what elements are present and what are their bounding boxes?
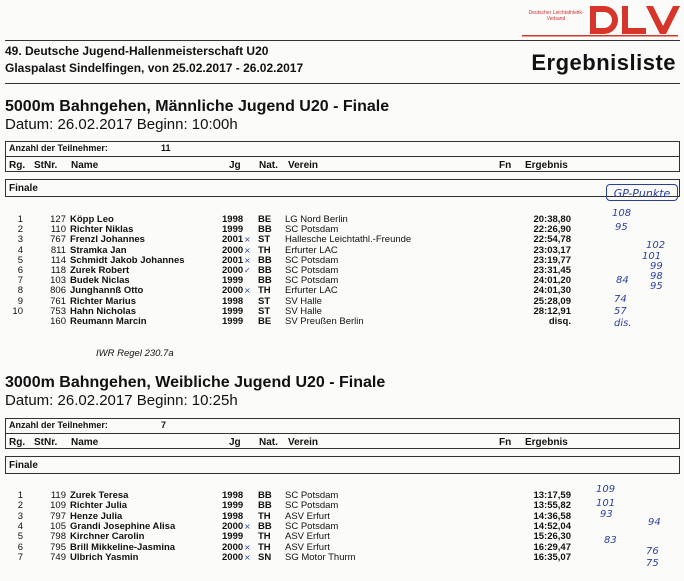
round-label: Finale	[9, 183, 38, 194]
bib-cell: 761	[50, 295, 66, 307]
col-fn: Fn	[499, 160, 512, 171]
header-rule	[5, 83, 680, 84]
result-time: disq.	[548, 316, 571, 327]
club-name: SV Halle	[285, 295, 322, 307]
birth-year: 1999	[222, 500, 244, 512]
athlete-name: Junghannß Otto	[70, 285, 144, 297]
rank-cell: 2	[17, 500, 23, 512]
handwritten-points: 95	[650, 281, 663, 293]
result-time: 22:26,90	[533, 224, 571, 236]
bib-cell: 109	[50, 500, 66, 512]
nation-cell: TH	[258, 541, 271, 553]
athlete-name: Köpp Leo	[70, 214, 114, 225]
birth-year: 2000	[222, 541, 244, 553]
bib-cell: 110	[50, 224, 66, 236]
bib-cell: 795	[50, 541, 66, 553]
rank-cell: 5	[17, 254, 23, 266]
result-time: 14:36,58	[533, 510, 571, 522]
col-bib: StNr.	[34, 160, 58, 171]
result-time: 23:03,17	[533, 244, 571, 256]
club-name: SC Potsdam	[285, 224, 339, 236]
rank-cell: 3	[17, 510, 23, 522]
disqualification-note: IWR Regel 230.7a	[96, 348, 174, 359]
table-row	[0, 316, 684, 328]
handwritten-mark: ×	[244, 542, 251, 552]
club-name: Erfurter LAC	[285, 285, 338, 297]
rank-cell: 4	[17, 244, 23, 256]
birth-year: 1998	[222, 490, 244, 501]
handwritten-mark: ×	[244, 255, 251, 265]
result-time: 25:28,09	[533, 295, 571, 307]
table-row	[0, 552, 684, 564]
rank-cell: 7	[17, 551, 23, 563]
handwritten-mark: ×	[244, 552, 251, 562]
birth-year: 2000	[222, 520, 244, 532]
bib-cell: 806	[50, 285, 66, 297]
handwritten-points: 101	[596, 498, 616, 510]
athlete-name: Zurek Teresa	[70, 490, 129, 501]
handwritten-points: 75	[646, 557, 659, 569]
bib-cell: 811	[50, 244, 66, 256]
birth-year: 2000	[222, 265, 244, 276]
bib-cell: 753	[50, 305, 66, 317]
col-name: Name	[71, 437, 99, 448]
bib-cell: 127	[50, 214, 66, 225]
handwritten-points: 102	[646, 240, 666, 252]
top-rule	[5, 40, 680, 41]
section-2-datetime: Datum: 26.02.2017 Beginn: 10:25h	[5, 392, 238, 409]
rank-cell: 7	[17, 275, 23, 287]
handwritten-points: 93	[600, 508, 613, 520]
col-bib: StNr.	[34, 437, 58, 448]
rank-cell: 2	[17, 224, 23, 236]
club-name: LG Nord Berlin	[285, 214, 348, 225]
nation-cell: BB	[258, 265, 272, 276]
handwritten-mark: ×	[244, 521, 251, 531]
handwritten-mark: ×	[244, 245, 251, 255]
section-1-column-header	[5, 156, 680, 172]
birth-year: 1998	[222, 214, 244, 225]
club-name: SC Potsdam	[285, 265, 339, 276]
nation-cell: TH	[258, 285, 271, 297]
athlete-name: Schmidt Jakob Johannes	[70, 254, 185, 266]
athlete-name: Frenzl Johannes	[70, 234, 145, 246]
col-name: Name	[71, 160, 99, 171]
club-name: ASV Erfurt	[285, 531, 330, 543]
rank-cell: 6	[17, 265, 23, 276]
section-1-count-box	[5, 141, 680, 156]
col-club: Verein	[288, 160, 319, 171]
nation-cell: BE	[258, 214, 272, 225]
athlete-name: Stramka Jan	[70, 244, 127, 256]
nation-cell: TH	[258, 510, 271, 522]
bib-cell: 103	[50, 275, 66, 287]
handwritten-points: 101	[642, 250, 662, 262]
result-time: 13:55,82	[533, 500, 571, 512]
birth-year: 1999	[222, 305, 244, 317]
col-rank: Rg.	[9, 437, 26, 448]
nation-cell: BB	[258, 275, 272, 287]
section-2-round-box	[5, 456, 680, 474]
birth-year: 1999	[222, 224, 244, 236]
result-time: 24:01,30	[533, 285, 571, 297]
athlete-name: Henze Julia	[70, 510, 123, 522]
document-title: Ergebnisliste	[531, 50, 676, 75]
nation-cell: BB	[258, 224, 272, 236]
rank-cell: 1	[17, 214, 23, 225]
handwritten-mark: ✓	[244, 266, 251, 275]
handwritten-points: 109	[596, 484, 616, 495]
athlete-name: Kirchner Carolin	[70, 531, 145, 543]
result-time: 13:17,59	[533, 490, 571, 501]
club-name: SG Motor Thurm	[285, 551, 356, 563]
result-time: 15:26,30	[533, 531, 571, 543]
club-name: ASV Erfurt	[285, 541, 330, 553]
athlete-name: Ulbrich Yasmin	[70, 551, 139, 563]
rank-cell: 9	[17, 295, 23, 307]
nation-cell: BB	[258, 520, 272, 532]
result-time: 14:52,04	[533, 520, 571, 532]
col-nat: Nat.	[259, 160, 278, 171]
club-name: SV Preußen Berlin	[285, 316, 364, 327]
section-2-count-box	[5, 418, 680, 433]
logo-subtext: Deutscher Leichtathletik-Verband	[528, 10, 584, 22]
club-name: ASV Erfurt	[285, 510, 330, 522]
club-name: SV Halle	[285, 305, 322, 317]
athlete-name: Budek Niclas	[70, 275, 130, 287]
col-club: Verein	[288, 437, 319, 448]
handwritten-points: 99	[650, 260, 663, 272]
athlete-name: Hahn Nicholas	[70, 305, 136, 317]
rank-cell: 3	[17, 234, 23, 246]
club-name: Erfurter LAC	[285, 244, 338, 256]
bib-cell: 105	[50, 520, 66, 532]
club-name: SC Potsdam	[285, 254, 339, 266]
club-name: SC Potsdam	[285, 520, 339, 532]
nation-cell: ST	[258, 234, 271, 246]
rank-cell: 10	[12, 305, 23, 317]
col-result: Ergebnis	[525, 160, 568, 171]
handwritten-points: 95	[615, 222, 628, 234]
athlete-name: Reumann Marcin	[70, 316, 147, 327]
birth-year: 2000	[222, 285, 244, 297]
bib-cell: 797	[50, 510, 66, 522]
result-time: 23:19,77	[533, 254, 571, 266]
result-time: 24:01,20	[533, 275, 571, 287]
rank-cell: 1	[17, 490, 23, 501]
gp-points-annotation: GP-Punkte	[606, 184, 678, 201]
nation-cell: SN	[258, 551, 272, 563]
rank-cell: 8	[17, 285, 23, 297]
col-result: Ergebnis	[525, 437, 568, 448]
bib-cell: 119	[50, 490, 66, 501]
bib-cell: 798	[50, 531, 66, 543]
club-name: SC Potsdam	[285, 500, 339, 512]
birth-year: 1999	[222, 531, 244, 543]
col-rank: Rg.	[9, 160, 26, 171]
result-time: 20:38,80	[533, 214, 571, 225]
handwritten-points: 98	[650, 271, 663, 282]
handwritten-points: 84	[616, 275, 629, 287]
participant-count-label: Anzahl der Teilnehmer:	[9, 420, 108, 430]
rank-cell: 4	[17, 520, 23, 532]
handwritten-points: 74	[614, 293, 627, 305]
athlete-name: Richter Marius	[70, 295, 136, 307]
col-fn: Fn	[499, 437, 512, 448]
nation-cell: ST	[258, 305, 271, 317]
birth-year: 2001	[222, 254, 244, 266]
bib-cell: 114	[50, 254, 66, 266]
bib-cell: 160	[50, 316, 66, 327]
participant-count: 7	[161, 420, 167, 430]
athlete-name: Brill Mikkeline-Jasmina	[70, 541, 176, 553]
nation-cell: TH	[258, 531, 271, 543]
birth-year: 2001	[222, 234, 244, 246]
birth-year: 2000	[222, 244, 244, 256]
section-2-column-header	[5, 433, 680, 449]
nation-cell: BB	[258, 500, 272, 512]
handwritten-mark: ×	[244, 286, 251, 296]
handwritten-points: 83	[604, 535, 617, 547]
athlete-name: Richter Julia	[70, 500, 128, 512]
nation-cell: BB	[258, 490, 272, 501]
club-name: Hallesche Leichtathl.-Freunde	[285, 234, 412, 246]
col-year: Jg	[229, 437, 241, 448]
athlete-name: Zurek Robert	[70, 265, 130, 276]
bib-cell: 118	[50, 265, 66, 276]
birth-year: 1998	[222, 510, 244, 522]
result-time: 22:54,78	[533, 234, 571, 246]
nation-cell: ST	[258, 295, 271, 307]
section-1-title: 5000m Bahngehen, Männliche Jugend U20 - Finale	[5, 98, 390, 115]
nation-cell: BB	[258, 254, 272, 266]
result-time: 23:31,45	[533, 265, 571, 276]
birth-year: 2000	[222, 551, 244, 563]
round-label: Finale	[9, 460, 38, 471]
participant-count: 11	[161, 143, 171, 153]
birth-year: 1998	[222, 295, 244, 307]
birth-year: 1999	[222, 316, 244, 327]
handwritten-points: 57	[614, 305, 627, 317]
result-time: 16:29,47	[533, 541, 571, 553]
club-name: SC Potsdam	[285, 490, 339, 501]
handwritten-points: 94	[648, 516, 661, 528]
rank-cell: 5	[17, 531, 23, 543]
nation-cell: TH	[258, 244, 271, 256]
handwritten-mark: ×	[244, 235, 251, 245]
result-time: 28:12,91	[533, 305, 571, 317]
section-2-title: 3000m Bahngehen, Weibliche Jugend U20 - Finale	[5, 374, 386, 391]
rank-cell: 6	[17, 541, 23, 553]
result-time: 16:35,07	[533, 551, 571, 563]
col-year: Jg	[229, 160, 241, 171]
section-1-round-box	[5, 179, 680, 197]
athlete-name: Richter Niklas	[70, 224, 134, 236]
venue-dates: Glaspalast Sindelfingen, von 25.02.2017 - 26.02.2017	[5, 61, 304, 75]
col-nat: Nat.	[259, 437, 278, 448]
birth-year: 1999	[222, 275, 244, 287]
bib-cell: 749	[50, 551, 66, 563]
handwritten-points: dis.	[614, 318, 632, 329]
club-name: SC Potsdam	[285, 275, 339, 287]
handwritten-points: 108	[612, 208, 632, 219]
event-title: 49. Deutsche Jugend-Hallenmeisterschaft U20	[5, 44, 269, 58]
nation-cell: BE	[258, 316, 272, 327]
athlete-name: Grandi Josephine Alisa	[70, 520, 176, 532]
handwritten-points: 76	[646, 545, 659, 557]
bib-cell: 767	[50, 234, 66, 246]
section-1-datetime: Datum: 26.02.2017 Beginn: 10:00h	[5, 116, 238, 133]
participant-count-label: Anzahl der Teilnehmer:	[9, 143, 108, 153]
